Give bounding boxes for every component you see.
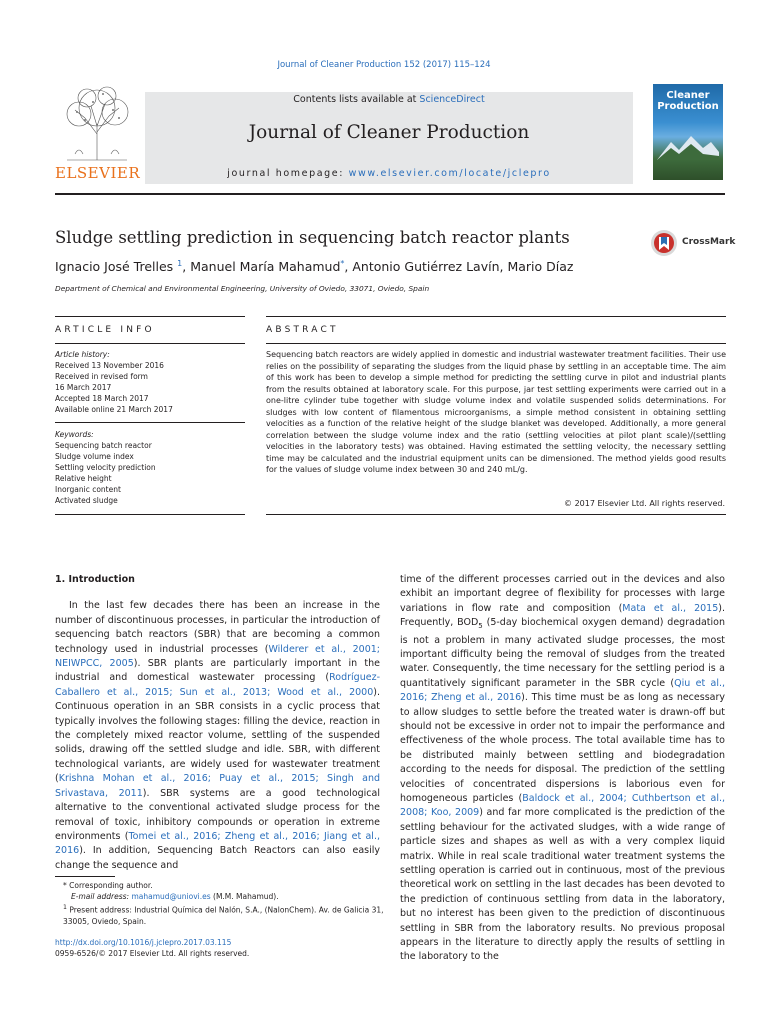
body-text: (5-day biochemical oxygen demand) degradation is not a problem in many activated sludge processes, the most important difficulty being the removal of sludges from the treated water. Consequently, the time necessary for the settling period is a quantitatively significant parameter in the SBR cycle (: [400, 617, 725, 689]
body-text: ). In addition, Sequencing Batch Reactors can also easily change the sequence and: [55, 845, 380, 871]
homepage-link[interactable]: www.elsevier.com/locate/jclepro: [348, 168, 551, 179]
info-divider: [55, 422, 245, 423]
keyword-item: Relative height: [55, 474, 112, 483]
body-paragraph: [55, 599, 380, 873]
journal-cover-icon[interactable]: [653, 84, 723, 180]
footnote-corresponding: [55, 880, 385, 891]
body-text: ). SBR plants are particularly important in the industrial and domestical wastewater processing (: [55, 658, 380, 684]
reference-link[interactable]: Baldock et al., 2004; Cuthbertson et al., 2008; Koo, 2009: [400, 792, 725, 819]
abstract-heading: ABSTRACT: [266, 325, 339, 335]
body-text: ). Frequently, BOD: [400, 602, 725, 629]
abstract-rule-top: [266, 316, 726, 317]
reference-link[interactable]: Qiu et al., 2016; Zheng et al., 2016: [400, 677, 726, 704]
body-text: ) and far more complicated is the prediction of the settling behaviour for the activated sludges, with a wide range of particle sizes and shapes as well as with a very complex liquid matrix. While in real scale traditional water treatment systems the settling operation is carried out in continuous, most of the previous theoretical work on settling in the last decades has been devoted to the prediction of continuous settling from data in the laboratory, but no interest has been given to the prediction of discontinuous settling in SBR from the laboratory results. No previous proposal appears in the literature to directly apply the results of settling in the laboratory to the: [400, 807, 725, 963]
reference-link[interactable]: Krishna Mohan et al., 2016; Puay et al., 2015; Singh and Srivastava, 2011: [55, 773, 380, 799]
cover-line-1: Cleaner: [666, 90, 710, 101]
cover-line-2: Production: [657, 101, 719, 112]
doi-link[interactable]: http://dx.doi.org/10.1016/j.jclepro.2017.03.115: [55, 938, 232, 947]
issn-copyright: 0959-6526/© 2017 Elsevier Ltd. All rights reserved.: [55, 948, 250, 958]
footnotes: [55, 880, 385, 927]
author-1: Ignacio José Trelles: [55, 259, 174, 275]
article-info-heading: ARTICLE INFO: [55, 325, 155, 335]
keyword-item: Activated sludge: [55, 496, 118, 505]
masthead-rule: [55, 193, 725, 195]
article-info: [55, 349, 245, 506]
history-item: Received in revised form: [55, 372, 148, 381]
contents-line: [145, 94, 633, 105]
elsevier-tree-icon: [57, 84, 137, 162]
abstract-copyright: © 2017 Elsevier Ltd. All rights reserved.: [564, 499, 725, 508]
keyword-item: Inorganic content: [55, 485, 121, 494]
email-link[interactable]: mahamud@uniovi.es: [131, 892, 211, 901]
homepage-prefix: journal homepage:: [227, 168, 349, 179]
section-heading-introduction: 1. Introduction: [55, 574, 135, 585]
history-item: Accepted 18 March 2017: [55, 394, 149, 403]
cover-mountain-image: [657, 134, 719, 160]
crossmark-label: CrossMark: [682, 237, 736, 247]
author-separator: ,: [182, 259, 191, 275]
body-column-left: [55, 573, 380, 873]
crossmark-button[interactable]: [650, 229, 736, 257]
reference-link[interactable]: Mata et al., 2015: [622, 602, 719, 614]
history-item: Received 13 November 2016: [55, 361, 164, 370]
journal-homepage: [145, 168, 633, 179]
footnote-rule: [55, 876, 115, 877]
body-text: time of the different processes carried out in the devices and also exhibit an important degree of flexibility for processes with large variations in flow rate and composition (: [400, 574, 725, 614]
elsevier-logo[interactable]: [55, 84, 139, 188]
abstract-text: Sequencing batch reactors are widely applied in domestic and industrial wastewater treatment facilities. Their use relies on the possibility of separating the sludges from the liquid phase by settling in an acceptable time. The aim of this work has been to develop a simple method for predicting the settling curve in pilot and industrial plants from the results obtained at laboratory scale. For this purpose, jar test settling experiments were carried out in a one-litre cylinder tube together with sludge volume index and volatile suspended solids determinations. For sludges with low content of filamentous microorganisms, a simple method consistent in obtaining settling velocities as a function of the relative height of the sludge blanket was developed. Additionally, a more general correlation between the sludge volume index and the ratio (settling velocities at pilot plant scale)/(settling velocities in the laboratory tests) was obtained. Having estimated the settling velocity, the necessary settling time may be calculated and the industrial equipment units can be dimensioned. The method yields good results for the values of sludge volume index between 30 and 240 mL/g.: [266, 350, 726, 474]
abstract-rule-bottom: [266, 514, 726, 515]
author-list: [55, 259, 573, 274]
body-text: ). This time must be as long as necessary to allow sludges to settle before the treated water is drawn-off but should not be excessive in order not to impair the performance and effectiveness of the whole process. The total available time has to be distributed mainly between settling and biodegradation according to the needs for disposal. The prediction of the settling velocities of concentrated dispersions is laborious even for homogeneous particles (: [400, 692, 725, 804]
contents-prefix: Contents lists available at: [293, 94, 420, 105]
body-text: ). Continuous operation in an SBR consists in a cyclic process that typically involves the following stages: filling the device, reaction in the completely mixed reactor volume, settling of the suspended solids, drawing off the settled sludge and idle. SBR, with different technological variants, are widely used for wastewater treatment (: [55, 686, 380, 785]
info-rule-bottom: [55, 514, 245, 515]
affiliation: Department of Chemical and Environmental Engineering, University of Oviedo, 33071, Oviedo, Spain: [55, 284, 430, 293]
keyword-item: Sludge volume index: [55, 452, 134, 461]
history-label: Article history:: [55, 350, 110, 359]
body-text: ). SBR systems are a good technological alternative to the conventional activated sludge process for the removal of toxic, inhibitory compounds or operation in extreme environments (: [55, 787, 380, 842]
journal-citation[interactable]: Journal of Cleaner Production 152 (2017) 115–124: [277, 60, 491, 70]
subscript: 5: [478, 622, 483, 631]
footnote-text: Present address: Industrial Química del Nalón, S.A., (NalonChem). Av. de Galicia 31, 33005, Oviedo, Spain.: [63, 905, 384, 926]
publisher-name: ELSEVIER: [55, 164, 141, 182]
doi-block: [55, 938, 249, 959]
author-separator: ,: [344, 259, 353, 275]
footnote-mark: *: [63, 881, 67, 890]
author-2-corresponding-mark[interactable]: *: [340, 259, 345, 268]
body-text: In the last few decades there has been an increase in the number of discontinuous processes, in particular the introduction of sequencing batch reactors (SBR) that are becoming a common technology used in industrial processes (: [55, 600, 380, 655]
author-2: Manuel María Mahamud: [190, 259, 341, 275]
reference-link[interactable]: Tomei et al., 2016; Zheng et al., 2016; Jiang et al., 2016: [55, 830, 380, 857]
info-rule-top: [55, 316, 245, 317]
reference-link[interactable]: Wilderer et al., 2001; NEIWPCC, 2005: [55, 643, 380, 670]
keyword-item: Sequencing batch reactor: [55, 441, 152, 450]
crossmark-icon: [650, 229, 678, 257]
footnote-present-address: [55, 902, 385, 927]
cover-title: [653, 90, 723, 112]
email-label: E-mail address:: [71, 892, 130, 901]
footnote-email: [55, 891, 385, 902]
author-separator: ,: [499, 259, 508, 275]
body-paragraph: [400, 573, 725, 965]
sciencedirect-link[interactable]: ScienceDirect: [419, 94, 485, 105]
journal-title: Journal of Cleaner Production: [248, 122, 530, 143]
abstract-rule-mid: [266, 343, 726, 344]
email-suffix: (M.M. Mahamud).: [210, 892, 279, 901]
keyword-item: Settling velocity prediction: [55, 463, 156, 472]
author-1-footnote-mark[interactable]: 1: [177, 259, 183, 268]
paper-title: Sludge settling prediction in sequencing batch reactor plants: [55, 228, 570, 247]
footnote-text: Corresponding author.: [69, 881, 153, 890]
keywords-label: Keywords:: [55, 430, 94, 439]
reference-link[interactable]: Rodríguez-Caballero et al., 2015; Sun et al., 2013; Wood et al., 2000: [55, 672, 380, 698]
journal-banner: [145, 92, 633, 184]
author-4: Mario Díaz: [507, 259, 574, 275]
footnote-mark: 1: [63, 904, 67, 911]
masthead: [55, 84, 725, 188]
author-3: Antonio Gutiérrez Lavín: [352, 259, 500, 275]
history-item: 16 March 2017: [55, 383, 112, 392]
info-rule-mid: [55, 343, 245, 344]
history-item: Available online 21 March 2017: [55, 405, 173, 414]
body-column-right: [400, 573, 725, 965]
